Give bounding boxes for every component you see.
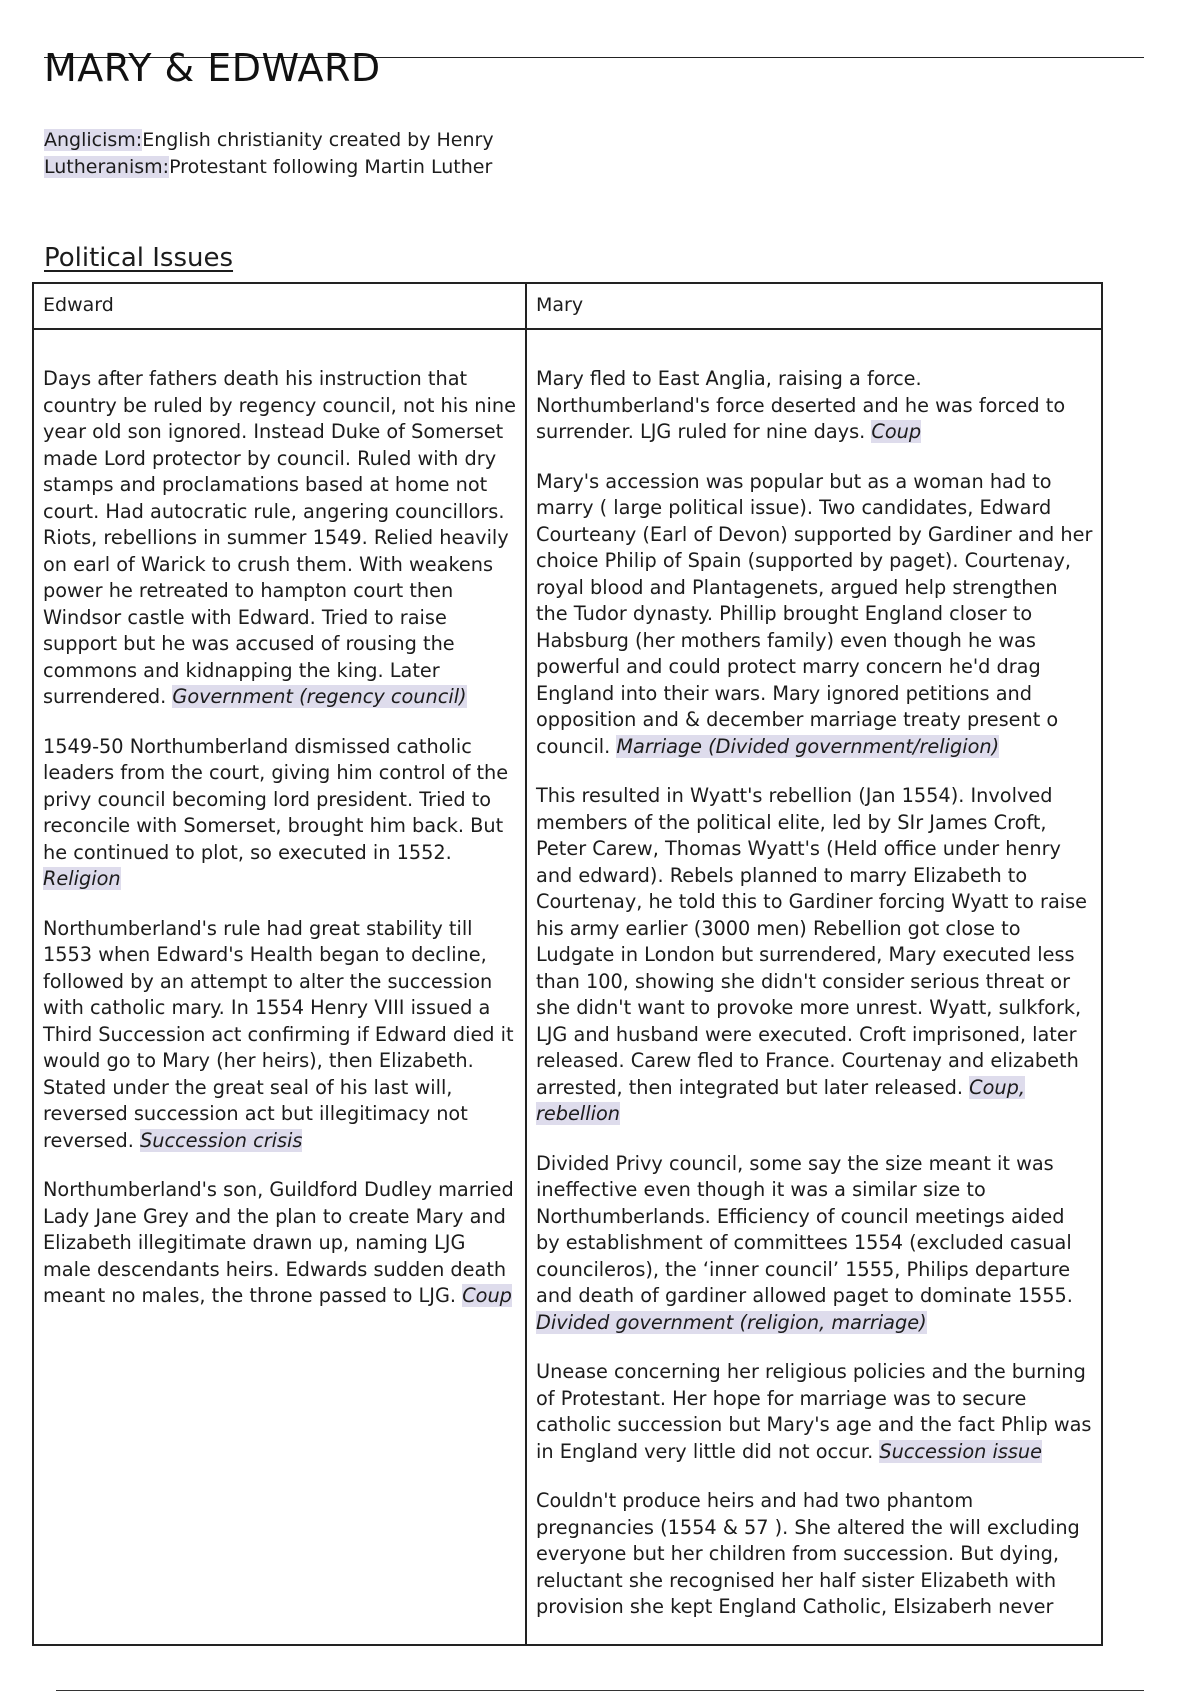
header-mary: Mary	[526, 283, 1102, 329]
mary-paragraph	[536, 366, 1093, 446]
issue-tag: Government (regency council)	[172, 685, 467, 708]
issue-tag: Succession issue	[879, 1439, 1042, 1463]
mary-column	[526, 329, 1102, 1645]
issue-tag: Divided government (religion, marriage)	[536, 1310, 927, 1334]
edward-paragraph	[43, 916, 517, 1155]
issue-tag: Religion	[43, 867, 121, 890]
definition-term: Anglicism:	[44, 129, 143, 151]
issue-tag: Marriage (Divided government/religion)	[616, 734, 1000, 758]
paragraph-text: Northumberland's son, Guildford Dudley married Lady Jane Grey and the plan to create Mary and Elizabeth illegitimate drawn up, naming LJG male descendants heirs. Edwards sudden death meant no males, the throne passed to LJG.	[43, 1178, 514, 1307]
definition-text: Protestant following Martin Luther	[169, 156, 493, 178]
edward-paragraph	[43, 366, 517, 711]
edward-paragraph	[43, 734, 517, 893]
section-heading: Political Issues	[44, 243, 234, 273]
issue-tag: Coup	[462, 1284, 512, 1307]
table-header-row	[33, 283, 1102, 329]
issue-tag: Coup, rebellion	[536, 1075, 1025, 1125]
page-title: MARY & EDWARD	[44, 46, 381, 90]
definition-anglicism	[44, 127, 494, 154]
political-issues-table	[32, 282, 1103, 1646]
definition-lutheranism	[44, 154, 494, 181]
header-edward: Edward	[33, 283, 526, 329]
mary-paragraph	[536, 1488, 1093, 1621]
issue-tag: Coup	[871, 420, 922, 443]
paragraph-text: Couldn't produce heirs and had two phantom pregnancies (1554 & 57 ). She altered the will excluding everyone but her children from succession. But dying, reluctant she recognised her half sister Elizabeth with provision she kept England Catholic, Elsizaberh never	[536, 1489, 1080, 1618]
paragraph-text: Northumberland's rule had great stability till 1553 when Edward's Health began to decline, followed by an attempt to alter the succession with catholic mary. In 1554 Henry VIII issued a Third Succession act confirming if Edward died it would go to Mary (her heirs), then Elizabeth. Stated under the great seal of his last will, reversed succession act but illegitimacy not reversed.	[43, 916, 514, 1152]
edward-column	[33, 329, 526, 1645]
mary-paragraph	[536, 1359, 1093, 1465]
issue-tag: Succession crisis	[139, 1128, 303, 1152]
mary-paragraph	[536, 1151, 1093, 1337]
paragraph-text: Unease concerning her religious policies and the burning of Protestant. Her hope for marriage was to secure catholic succession but Mary's age and the fact Phlip was in England very little did not occur.	[536, 1360, 1092, 1463]
table-row	[33, 329, 1102, 1645]
footer-rule	[56, 1690, 1144, 1691]
paragraph-text: Divided Privy council, some say the size meant it was ineffective even though it was a similar size to Northumberlands. Efficiency of council meetings aided by establishment of committees 1554 (excluded casual councileros), the ‘inner council’ 1555, Philips departure and death of gardiner allowed paget to dominate 1555.	[536, 1151, 1073, 1307]
paragraph-text: Mary fled to East Anglia, raising a force. Northumberland's force deserted and he was forced to surrender. LJG ruled for nine days.	[536, 367, 1066, 443]
mary-paragraph	[536, 469, 1093, 761]
mary-paragraph	[536, 783, 1093, 1128]
definition-term: Lutheranism:	[44, 156, 170, 178]
paragraph-text: Mary's accession was popular but as a woman had to marry ( large political issue). Two candidates, Edward Courteany (Earl of Devon) supported by Gardiner and her choice Philip of Spain (supported by paget). Courtenay, royal blood and Plantagenets, argued help strengthen the Tudor dynasty. Phillip brought England closer to Habsburg (her mothers family) even though he was powerful and could protect marry concern he'd drag England into their wars. Mary ignored petitions and opposition and & december marriage treaty present o council.	[536, 469, 1093, 758]
paragraph-text: This resulted in Wyatt's rebellion (Jan 1554). Involved members of the political elite, led by SIr James Croft, Peter Carew, Thomas Wyatt's (Held office under henry and edward). Rebels planned to marry Elizabeth to Courtenay, he told this to Gardiner forcing Wyatt to raise his army earlier (3000 men) Rebellion got close to Ludgate in London but surrendered, Mary executed less than 100, showing she didn't consider serious threat or she didn't want to provoke more unrest. Wyatt, sulkfork, LJG and husband were executed. Croft imprisoned, later released. Carew fled to France. Courtenay and elizabeth arrested, then integrated but later released.	[536, 784, 1088, 1099]
paragraph-text: 1549-50 Northumberland dismissed catholic leaders from the court, giving him control of the privy council becoming lord president. Tried to reconcile with Somerset, brought him back. But he continued to plot, so executed in 1552.	[43, 734, 509, 864]
definition-text: English christianity created by Henry	[142, 129, 494, 151]
edward-paragraph	[43, 1177, 517, 1310]
paragraph-text: Days after fathers death his instruction that country be ruled by regency council, not his nine year old son ignored. Instead Duke of Somerset made Lord protector by council. Ruled with dry stamps and proclamations based at home not court. Had autocratic rule, angering councillors. Riots, rebellions in summer 1549. Relied heavily on earl of Warick to crush them. With weakens power he retreated to hampton court then Windsor castle with Edward. Tried to raise support but he was accused of rousing the commons and kidnapping the king. Later surrendered.	[43, 367, 516, 708]
definitions	[44, 127, 494, 181]
